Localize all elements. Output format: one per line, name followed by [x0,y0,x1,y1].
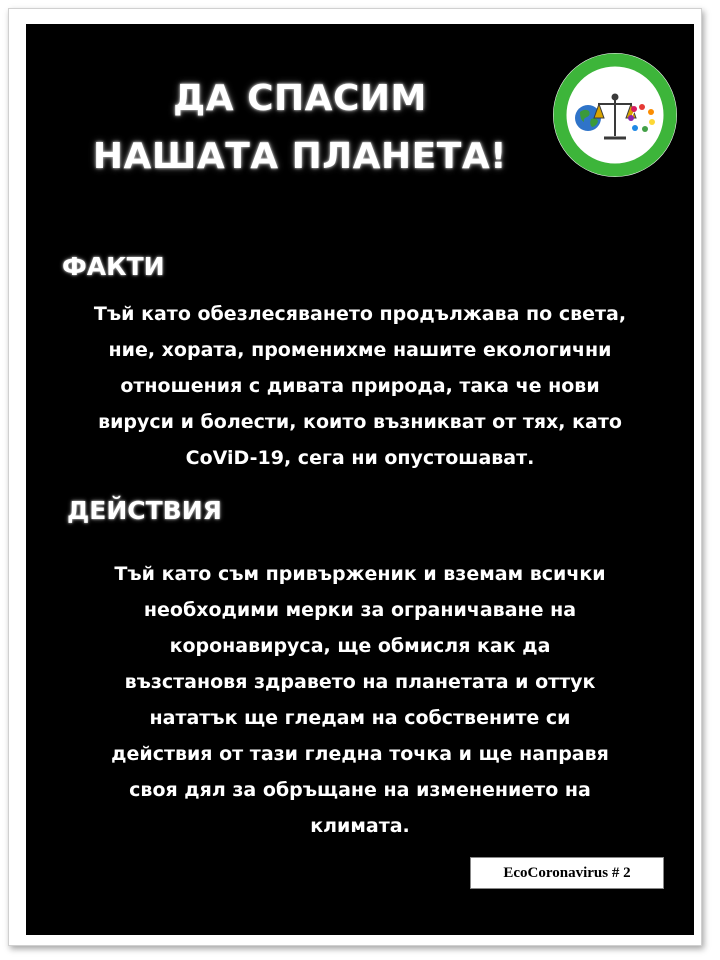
hashtag-label: EcoCoronavirus # 2 [470,857,664,889]
logo-bottom-text: ... спасяват планетата [577,139,653,165]
title-line-1: ДА СПАСИМ [173,78,427,119]
facts-line: ние, хората, променихме нашите екологични [108,339,612,361]
actions-line: възстановя здравето на планетата и оттук [124,671,596,693]
title-line-2: НАШАТА ПЛАНЕТА! [92,136,508,177]
actions-line: действия от тази гледна точка и ще направя [111,743,609,765]
actions-line: своя дял за обръщане на изменението на [129,779,591,801]
facts-heading: ФАКТИ [62,252,165,281]
actions-text [60,556,660,844]
actions-line: нататък ще гледам на собствените си [149,707,571,729]
logo-top-text: ВАШИТЕ ДЕЙСТВИЯ ... [574,67,656,96]
facts-line: Тъй като обезлесяването продължава по света, [93,303,627,325]
actions-heading: ДЕЙСТВИЯ [67,496,222,525]
poster-title [60,70,540,186]
actions-line: коронавируса, ще обмисля как да [169,635,551,657]
facts-line: CoViD-19, сега ни опустошават. [185,447,535,469]
facts-line: отношения с дивата природа, така че нови [120,375,600,397]
facts-text [40,296,680,476]
facts-line: вируси и болести, които възникват от тях, като [98,411,622,433]
actions-line: климата. [310,815,410,837]
campaign-logo [552,52,678,178]
actions-line: Тъй като съм привърженик и вземам всички [114,563,606,585]
actions-line: необходими мерки за ограничаване на [143,599,577,621]
